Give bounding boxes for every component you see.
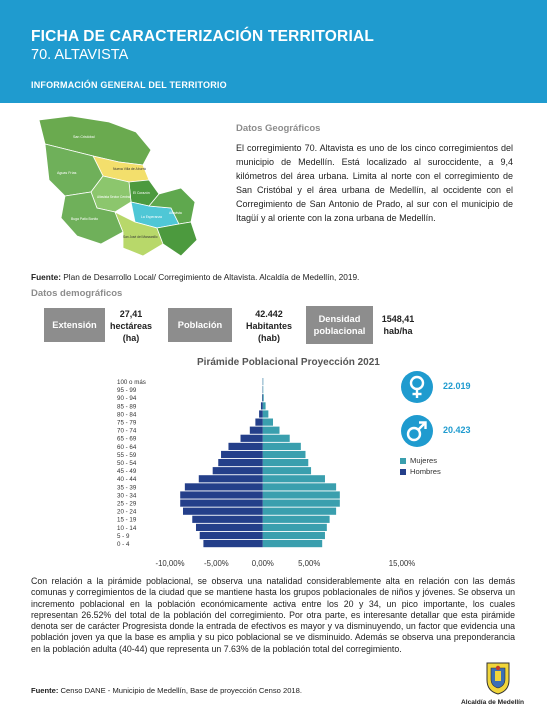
age-label: 40 - 44 (117, 476, 137, 484)
age-label: 85 - 89 (117, 403, 137, 411)
x-tick-label: 0,00% (251, 559, 274, 568)
bar-hombres (199, 475, 263, 482)
age-label: 15 - 19 (117, 516, 137, 524)
age-labels (117, 379, 146, 548)
map-label: San José del Manzanillo (123, 235, 158, 239)
geo-title: Datos Geográficos (236, 123, 321, 134)
territory-map (31, 110, 226, 268)
age-label: 60 - 64 (117, 443, 137, 451)
age-label: 95 - 99 (117, 387, 137, 395)
source-note-census (31, 686, 302, 695)
male-symbol-icon (400, 414, 434, 448)
bar-mujeres (263, 475, 325, 482)
legend-item-mujeres (400, 455, 441, 466)
bar-mujeres (263, 451, 306, 458)
male-population-value: 20.423 (443, 425, 471, 435)
bar-mujeres (263, 540, 322, 547)
bar-hombres (261, 402, 263, 409)
chart-legend (400, 455, 441, 477)
bar-hombres (259, 410, 263, 417)
extension-label: Extensión (44, 308, 105, 342)
extension-value: 27,41 hectáreas (ha) (109, 309, 153, 343)
age-label: 45 - 49 (117, 468, 137, 476)
age-label: 35 - 39 (117, 484, 137, 492)
female-symbol-icon (400, 370, 434, 404)
page-title: FICHA DE CARACTERIZACIÓN TERRITORIAL (31, 28, 375, 45)
section-title: INFORMACIÓN GENERAL DEL TERRITORIO (31, 80, 227, 90)
bar-mujeres (263, 491, 340, 498)
legend-label: Mujeres (410, 456, 438, 465)
age-label: 20 - 24 (117, 508, 137, 516)
age-label: 55 - 59 (117, 451, 137, 459)
x-tick-label: -10,00% (155, 559, 185, 568)
bar-hombres (180, 500, 263, 507)
geo-description: El corregimiento 70. Altavista es uno de los cinco corregimientos del municipio de Medellín. Está localizado al suroccidente, a 9,4 kilómetros del área urbana. Limita al norte con el corregimiento de San Cristóbal y el área urbana de Medellín, al occidente con el Corregimiento de San Antonio de Prado, al sur con el municipio de Itagüí y al oriente con la zona urbana de Medellín. (236, 143, 513, 224)
x-tick-label: 15,00% (388, 559, 416, 568)
medellin-crest-icon (484, 660, 512, 696)
bar-hombres (213, 467, 263, 474)
source-text: Censo DANE - Municipio de Medellín, Base de proyección Censo 2018. (58, 686, 302, 695)
bar-hombres (250, 427, 263, 434)
population-label: Población (168, 308, 232, 342)
legend-swatch (400, 458, 406, 464)
bar-hombres (192, 516, 263, 523)
x-tick-label: 5,00% (298, 559, 321, 568)
female-population-value: 22.019 (443, 381, 471, 391)
age-label: 90 - 94 (117, 395, 137, 403)
bar-hombres (200, 532, 263, 539)
bar-mujeres (263, 532, 325, 539)
bar-hombres (262, 394, 263, 401)
bar-mujeres (263, 394, 264, 401)
map-label: Altavista Sector Central (97, 195, 131, 199)
chart-title: Pirámide Poblacional Proyección 2021 (197, 357, 380, 368)
bar-hombres (255, 419, 262, 426)
page-header (0, 0, 547, 103)
x-axis-ticks (155, 559, 415, 568)
bar-hombres (196, 524, 263, 531)
source-note-map (31, 272, 359, 282)
map-label: Buga Patio Bonito (71, 217, 99, 221)
map-label: San Cristóbal (73, 135, 95, 139)
age-label: 30 - 34 (117, 492, 137, 500)
bar-mujeres (263, 410, 269, 417)
population-value: 42.442 Habitantes (hab) (245, 309, 292, 343)
bar-hombres (228, 443, 262, 450)
age-label: 80 - 84 (117, 411, 137, 419)
bar-mujeres (263, 443, 301, 450)
bar-mujeres (263, 467, 311, 474)
age-label: 100 o más (117, 379, 146, 386)
map-label: Altavista (169, 211, 182, 215)
x-tick-label: -5,00% (204, 559, 229, 568)
bar-mujeres (263, 435, 290, 442)
legend-swatch (400, 469, 406, 475)
legend-item-hombres (400, 466, 441, 477)
map-label: Nueva Villa de Aburrá (113, 167, 146, 171)
source-text: Plan de Desarrollo Local/ Corregimiento de Altavista. Alcaldía de Medellín, 2019. (60, 272, 360, 282)
source-label: Fuente: (31, 686, 59, 695)
map-label: El Corazón (133, 191, 150, 195)
bar-mujeres (263, 516, 330, 523)
age-label: 25 - 29 (117, 500, 137, 508)
bar-mujeres (263, 459, 308, 466)
bar-hombres (218, 459, 263, 466)
bar-mujeres (263, 402, 266, 409)
age-label: 50 - 54 (117, 460, 137, 467)
pyramid-analysis: Con relación a la pirámide poblacional, se observa una natalidad considerablemente alta en relación con las demás comunas y corregimientos de la ciudad que se mantiene hasta los grupos poblacionales de niños y jóvenes. Se observa un incremento poblacional en la población económicamente activa entre los 20 y 34, un pico importante, los cuales representan 26.52% del total de la población del corregimiento. Por otra parte, es interesante detallar que esta pirámide denota ser de carácter Progresista donde la entrada de efectivos es mayor y va disminuyendo, un factor que evidencia una población joven ya que la base es amplia y su pico poblacional se ve disminuido. Además se observa una preponderancia en la población adulta (40-44) que representa un 7.63% de la población total del corregimiento. (31, 576, 515, 654)
org-name: Alcaldía de Medellín (461, 699, 525, 706)
age-label: 75 - 79 (117, 419, 137, 427)
density-label: Densidad poblacional (306, 306, 373, 344)
bar-mujeres (263, 419, 273, 426)
bar-hombres (183, 508, 263, 515)
age-label: 0 - 4 (117, 541, 130, 548)
demo-title: Datos demográficos (31, 288, 123, 299)
pyramid-bars (180, 378, 340, 547)
age-label: 65 - 69 (117, 435, 137, 443)
source-label: Fuente: (31, 272, 61, 282)
bar-hombres (203, 540, 262, 547)
bar-hombres (221, 451, 263, 458)
map-label: Aguas Frías (57, 171, 77, 175)
age-label: 5 - 9 (117, 532, 130, 540)
age-label: 10 - 14 (117, 524, 137, 532)
bar-mujeres (263, 500, 340, 507)
bar-mujeres (263, 524, 327, 531)
density-value: 1548,41 hab/ha (381, 314, 415, 336)
bar-hombres (180, 491, 263, 498)
bar-mujeres (263, 508, 336, 515)
legend-label: Hombres (410, 467, 441, 476)
bar-hombres (185, 483, 263, 490)
page-subtitle: 70. ALTAVISTA (31, 47, 129, 63)
bar-mujeres (263, 427, 280, 434)
population-pyramid (100, 374, 420, 572)
age-label: 70 - 74 (117, 427, 137, 435)
bar-mujeres (263, 483, 336, 490)
bar-hombres (241, 435, 263, 442)
map-region-south (157, 222, 197, 256)
map-label: La Esperanza (141, 215, 162, 219)
